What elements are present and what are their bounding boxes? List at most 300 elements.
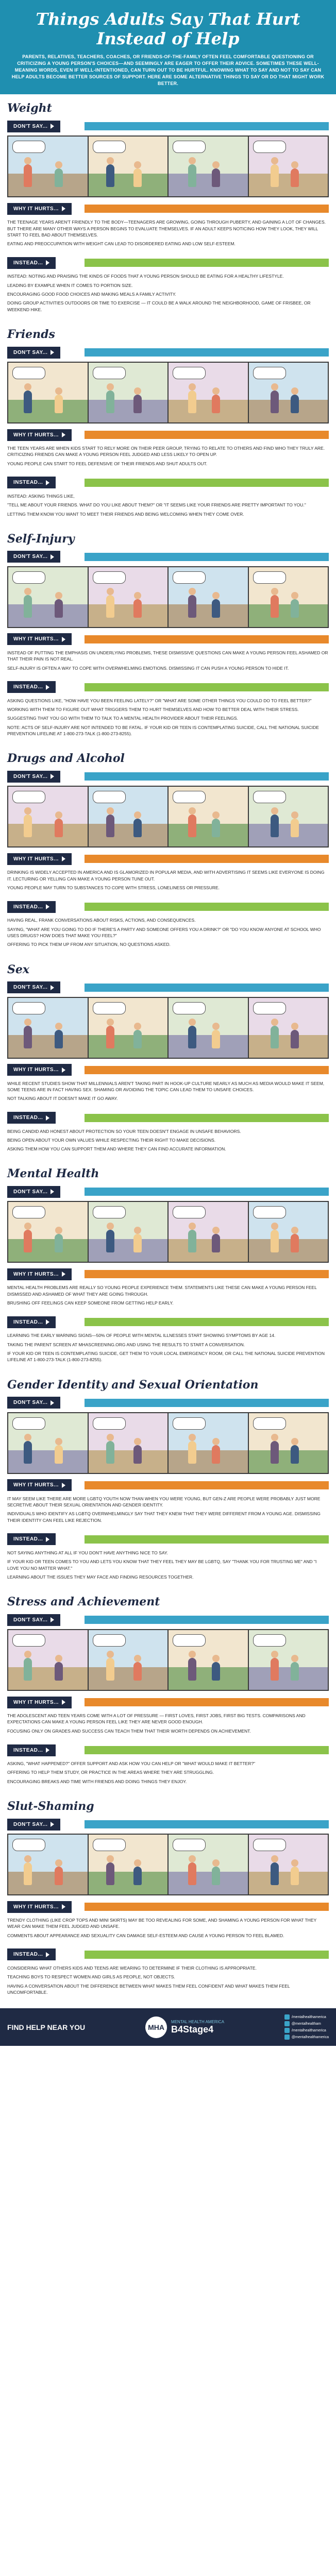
- instead-band-text: INSTEAD...: [13, 1115, 43, 1121]
- instead-band-text: INSTEAD...: [13, 260, 43, 266]
- why-band-bar: [85, 1481, 329, 1489]
- figure-teen: [212, 1867, 220, 1885]
- comic-strip: [7, 1629, 329, 1691]
- arrow-icon: [46, 480, 49, 485]
- figure-teen: [212, 395, 220, 413]
- arrow-icon: [51, 124, 54, 129]
- panel-floor: [89, 1035, 168, 1058]
- speech-bubble: [253, 367, 286, 379]
- speech-bubble: [93, 1634, 126, 1647]
- instead-paragraph: HAVING A CONVERSATION ABOUT THE DIFFERENCE BETWEEN WHAT MAKES THEM FEEL CONFIDENT AND WHAT MAKES THEM FEEL UNCOMFORTABLE.: [7, 1983, 290, 1995]
- figure-adult: [271, 1026, 279, 1048]
- why-band-label: [7, 633, 72, 645]
- arrow-icon: [46, 260, 49, 265]
- panel-floor: [249, 1239, 328, 1262]
- dont-say-band-text: DON'T SAY...: [13, 773, 48, 779]
- why-band-bar: [85, 1066, 329, 1074]
- section-title: Weight: [7, 101, 52, 115]
- social-links: [284, 2014, 329, 2040]
- instead-paragraph: INSTEAD: ASKING THINGS LIKE,: [7, 493, 75, 499]
- figure-teen: [55, 819, 63, 837]
- panel-floor: [8, 1667, 88, 1690]
- speech-bubble: [93, 1417, 126, 1430]
- panel-floor: [169, 1035, 248, 1058]
- why-band-bar: [85, 1698, 329, 1706]
- dont-say-band-bar: [85, 1188, 329, 1196]
- comic-panel: [89, 998, 169, 1058]
- arrow-icon: [62, 1067, 65, 1073]
- instead-band-label: [7, 1533, 56, 1545]
- speech-bubble: [253, 1839, 286, 1851]
- figure-adult: [271, 1658, 279, 1681]
- dont-say-band-label: [7, 347, 60, 359]
- figure-adult: [24, 1230, 32, 1252]
- why-paragraph: THE TEENAGE YEARS AREN'T FRIENDLY TO THE BODY—TEENAGERS ARE GROWING, GOING THROUGH PUBERTY, AND GAINING A LOT OF CHANGES. BUT THERE ARE MANY OTHER WAYS A PERSON BEGINS TO EVALUATE THEMSELVES. IF AN ADULT KEEPS NOTICING HOW THEY LOOK, THEY WILL START TO FEEL BAD ABOUT THEMSELVES.: [7, 219, 326, 238]
- figure-teen: [291, 1445, 299, 1464]
- instead-band: [7, 680, 329, 694]
- why-band: [7, 1900, 329, 1914]
- speech-bubble: [253, 791, 286, 803]
- panel-floor: [169, 400, 248, 422]
- figure-adult: [188, 1026, 196, 1048]
- why-text: [7, 444, 329, 471]
- dont-say-band-text: DON'T SAY...: [13, 1189, 48, 1195]
- why-band-label: [7, 853, 72, 865]
- arrow-icon: [62, 856, 65, 861]
- figure-teen: [291, 1867, 299, 1885]
- comic-panel: [249, 363, 328, 422]
- instead-band-label: [7, 1112, 56, 1124]
- comic-panel: [8, 1413, 89, 1473]
- figure-adult: [188, 1658, 196, 1681]
- instagram-icon: [284, 2035, 290, 2040]
- instead-paragraph: BEING OPEN ABOUT YOUR OWN VALUES WHILE RESPECTING THEIR RIGHT TO MAKE DECISIONS.: [7, 1137, 216, 1143]
- why-band-bar: [85, 1903, 329, 1911]
- speech-bubble: [12, 367, 45, 379]
- figure-adult: [271, 1230, 279, 1252]
- section: [0, 1588, 336, 1792]
- why-paragraph: DRINKING IS WIDELY ACCEPTED IN AMERICA AND IS GLAMORIZED IN POPULAR MEDIA, AND WITH ADVERTISING IT SEEMS LIKE EVERYONE IS DOING IT. LECTURING OR YELLING CAN MAKE A YOUNG PERSON TUNE OUT.: [7, 870, 325, 882]
- figure-adult: [271, 1862, 279, 1885]
- figure-adult: [106, 595, 114, 618]
- dont-say-band: [7, 1817, 329, 1832]
- why-band-bar: [85, 205, 329, 213]
- why-paragraph: COMMENTS ABOUT APPEARANCE AND SEXUALITY CAN DAMAGE SELF-ESTEEM AND CAUSE A YOUNG PERSON TO FEEL BLAMED.: [7, 1933, 284, 1938]
- instead-band: [7, 476, 329, 490]
- org-name: MENTAL HEALTH AMERICA: [171, 2019, 225, 2024]
- comic-panel: [89, 787, 169, 846]
- mha-logo-text: MHA: [148, 2023, 164, 2031]
- figure-adult: [106, 1658, 114, 1681]
- footer: [0, 2008, 336, 2046]
- dont-say-band-bar: [85, 984, 329, 992]
- figure-adult: [188, 1230, 196, 1252]
- panel-floor: [89, 1667, 168, 1690]
- arrow-icon: [46, 685, 49, 690]
- dont-say-band-label: [7, 121, 60, 132]
- section-title: Gender Identity and Sexual Orientation: [7, 1378, 259, 1392]
- section: [0, 956, 336, 1160]
- comic-panel: [249, 1413, 328, 1473]
- organization: [145, 2016, 224, 2038]
- panel-floor: [249, 824, 328, 846]
- arrow-icon: [51, 350, 54, 355]
- social-handle: /mentalhealthamerica: [291, 2015, 326, 2019]
- figure-teen: [55, 1867, 63, 1885]
- instead-paragraph: LEADING BY EXAMPLE WHEN IT COMES TO PORTION SIZE.: [7, 282, 133, 288]
- instead-band: [7, 900, 329, 914]
- instead-paragraph: OFFERING TO HELP THEM STUDY, OR PRACTICE IN THE AREAS WHERE THEY ARE STRUGGLING.: [7, 1770, 214, 1775]
- speech-bubble: [253, 1002, 286, 1014]
- figure-teen: [55, 1662, 63, 1681]
- dont-say-band: [7, 1396, 329, 1410]
- speech-bubble: [253, 1417, 286, 1430]
- why-band: [7, 632, 329, 647]
- arrow-icon: [62, 1483, 65, 1488]
- speech-bubble: [93, 1839, 126, 1851]
- figure-adult: [24, 815, 32, 837]
- instead-band-text: INSTEAD...: [13, 480, 43, 486]
- speech-bubble: [93, 367, 126, 379]
- social-instagram[interactable]: [284, 2035, 329, 2040]
- dont-say-band-text: DON'T SAY...: [13, 349, 48, 355]
- figure-adult: [106, 164, 114, 187]
- figure-teen: [291, 819, 299, 837]
- panel-floor: [89, 1239, 168, 1262]
- figure-teen: [212, 1030, 220, 1048]
- arrow-icon: [46, 904, 49, 909]
- figure-teen: [55, 1030, 63, 1048]
- section: [0, 320, 336, 525]
- instead-band-text: INSTEAD...: [13, 1319, 43, 1325]
- figure-teen: [291, 1662, 299, 1681]
- speech-bubble: [253, 1634, 286, 1647]
- instead-paragraph: ASKING QUESTIONS LIKE, "HOW HAVE YOU BEEN FEELING LATELY?" OR "WHAT ARE SOME OTHER THINGS YOU COULD DO TO FEEL BETTER?": [7, 698, 312, 703]
- why-paragraph: EATING AND PREOCCUPATION WITH WEIGHT CAN LEAD TO DISORDERED EATING AND LOW SELF-ESTEEM.: [7, 241, 236, 247]
- figure-teen: [291, 599, 299, 618]
- panel-floor: [169, 1450, 248, 1473]
- speech-bubble: [12, 1634, 45, 1647]
- figure-teen: [133, 819, 142, 837]
- dont-say-band-text: DON'T SAY...: [13, 985, 48, 991]
- instead-text: [7, 1759, 329, 1789]
- figure-teen: [212, 819, 220, 837]
- comic-panel: [169, 567, 249, 627]
- dont-say-band-label: [7, 1614, 60, 1626]
- speech-bubble: [93, 141, 126, 153]
- dont-say-band-bar: [85, 122, 329, 130]
- why-band-label: [7, 429, 72, 441]
- arrow-icon: [51, 1400, 54, 1405]
- panel-floor: [169, 1872, 248, 1894]
- instead-band-bar: [85, 903, 329, 911]
- comic-panel: [249, 1835, 328, 1894]
- panel-floor: [89, 1872, 168, 1894]
- dont-say-band-bar: [85, 1820, 329, 1828]
- social-handle: /mentalhealthamerica: [291, 2028, 326, 2032]
- instead-paragraph: SUGGESTING THAT YOU GO WITH THEM TO TALK TO A MENTAL HEALTH PROVIDER ABOUT THEIR FEELINGS.: [7, 716, 238, 721]
- arrow-icon: [62, 637, 65, 642]
- why-paragraph: INDIVIDUALS WHO IDENTIFY AS LGBTQ OVERWHELMINGLY SAY THAT THEY KNEW THAT THEY WERE DIFFERENT FROM A YOUNG AGE. DISMISSING THEIR IDENTITY CAN FEEL LIKE REJECTION.: [7, 1511, 321, 1523]
- section: [0, 1160, 336, 1370]
- instead-band: [7, 1532, 329, 1547]
- panel-floor: [89, 824, 168, 846]
- arrow-icon: [46, 1537, 49, 1542]
- figure-teen: [133, 1662, 142, 1681]
- comic-panel: [169, 137, 249, 196]
- why-band-bar: [85, 1270, 329, 1278]
- panel-floor: [169, 1667, 248, 1690]
- social-twitter[interactable]: [284, 2021, 329, 2026]
- panel-floor: [8, 174, 88, 196]
- why-paragraph: IT MAY SEEM LIKE THERE ARE MORE LGBTQ YOUTH NOW THAN WHEN YOU WERE YOUNG, BUT GEN-Z ARE PEOPLE WERE PROBABLY JUST MORE SECRETIVE ABOUT THEIR SEXUAL ORIENTATION AND GENDER IDENTITY.: [7, 1496, 321, 1507]
- figure-adult: [106, 391, 114, 413]
- why-band-bar: [85, 855, 329, 863]
- panel-floor: [249, 604, 328, 627]
- instead-text: [7, 1331, 329, 1367]
- speech-bubble: [12, 1417, 45, 1430]
- instead-paragraph: ENCOURAGING BREAKS AND TIME WITH FRIENDS AND DOING THINGS THEY ENJOY.: [7, 1778, 187, 1784]
- speech-bubble: [93, 1206, 126, 1218]
- figure-adult: [24, 1862, 32, 1885]
- arrow-icon: [62, 1700, 65, 1705]
- why-band-text: WHY IT HURTS...: [13, 1482, 59, 1488]
- why-text: [7, 1283, 329, 1311]
- why-paragraph: YOUNG PEOPLE MAY TURN TO SUBSTANCES TO COPE WITH STRESS, LONELINESS OR PRESSURE.: [7, 885, 220, 891]
- instead-paragraph: IF YOUR KID OR TEEN IS CONTEMPLATING SUICIDE, GET THEM TO YOUR LOCAL EMERGENCY ROOM, OR CALL THE NATIONAL SUICIDE PREVENTION LIFELINE AT 1-800-273-TALK (1-800-273-8255).: [7, 1351, 325, 1363]
- speech-bubble: [173, 1002, 206, 1014]
- figure-teen: [291, 1234, 299, 1252]
- instead-text: [7, 697, 329, 742]
- instead-band-label: [7, 477, 56, 488]
- mha-logo: [145, 2016, 167, 2038]
- instead-band-bar: [85, 1746, 329, 1754]
- why-band-label: [7, 1064, 72, 1076]
- social-youtube[interactable]: [284, 2028, 329, 2033]
- dont-say-band: [7, 1613, 329, 1627]
- panel-floor: [249, 1035, 328, 1058]
- panel-floor: [249, 400, 328, 422]
- instead-paragraph: BEING CANDID AND HONEST ABOUT PROTECTION SO YOUR TEEN DOESN'T ENGAGE IN UNSAFE BEHAVIORS.: [7, 1128, 241, 1134]
- arrow-icon: [51, 774, 54, 779]
- why-paragraph: WHILE RECENT STUDIES SHOW THAT MILLENNIALS AREN'T TAKING PART IN HOOK-UP CULTURE NEARLY AS MUCH AS MEDIA WOULD MAKE IT SEEM, SOME TEENS ARE IN FACT HAVING SEX. SHAMING OR AVOIDING THE TOPIC CAN LEAD THEM TO UNSAFE CHOICES.: [7, 1080, 325, 1092]
- section-title: Drugs and Alcohol: [7, 752, 125, 766]
- arrow-icon: [46, 1952, 49, 1957]
- speech-bubble: [253, 571, 286, 584]
- comic-panel: [8, 1835, 89, 1894]
- speech-bubble: [12, 141, 45, 153]
- speech-bubble: [93, 791, 126, 803]
- figure-adult: [24, 595, 32, 618]
- section: [0, 744, 336, 955]
- find-help-link[interactable]: FIND HELP NEAR YOU: [7, 2023, 86, 2031]
- comic-panel: [249, 787, 328, 846]
- figure-adult: [24, 1658, 32, 1681]
- sections: [0, 94, 336, 2003]
- speech-bubble: [12, 791, 45, 803]
- speech-bubble: [12, 571, 45, 584]
- facebook-icon: [284, 2014, 290, 2020]
- figure-teen: [291, 1030, 299, 1048]
- comic-strip: [7, 362, 329, 423]
- comic-strip: [7, 1412, 329, 1474]
- instead-band-text: INSTEAD...: [13, 1952, 43, 1958]
- section: [0, 1792, 336, 2003]
- why-text: [7, 218, 329, 251]
- twitter-icon: [284, 2021, 290, 2026]
- figure-teen: [212, 1662, 220, 1681]
- instead-band-bar: [85, 1535, 329, 1544]
- panel-floor: [8, 1450, 88, 1473]
- arrow-icon: [51, 985, 54, 990]
- figure-adult: [188, 1862, 196, 1885]
- figure-teen: [291, 395, 299, 413]
- dont-say-band: [7, 769, 329, 784]
- speech-bubble: [173, 1839, 206, 1851]
- dont-say-band-text: DON'T SAY...: [13, 1400, 48, 1406]
- instead-band: [7, 1111, 329, 1125]
- figure-adult: [106, 1026, 114, 1048]
- panel-floor: [249, 174, 328, 196]
- instead-paragraph: LEARNING ABOUT THE ISSUES THEY MAY FACE AND FINDING RESOURCES TOGETHER.: [7, 1574, 194, 1580]
- instead-band-bar: [85, 1951, 329, 1959]
- instead-paragraph: SAYING, "WHAT ARE YOU GOING TO DO IF THERE'S A PARTY AND SOMEONE OFFERS YOU A DRINK?" OR "DO YOU KNOW ANYONE AT SCHOOL WHO USES DRUGS? HOW DOES THAT MAKE YOU FEEL?": [7, 926, 321, 938]
- panel-floor: [89, 1450, 168, 1473]
- figure-teen: [133, 395, 142, 413]
- why-paragraph: MENTAL HEALTH PROBLEMS ARE REALLY SO YOUNG PEOPLE EXPERIENCE THEM. STATEMENTS LIKE THESE CAN MAKE A YOUNG PERSON FEEL DISMISSED AND ASHAMED OF WHAT THEY ARE GOING THROUGH.: [7, 1285, 317, 1297]
- instead-band: [7, 256, 329, 270]
- instead-band-label: [7, 901, 56, 913]
- panel-floor: [249, 1450, 328, 1473]
- comic-panel: [8, 1630, 89, 1690]
- instead-paragraph: ASKING, "WHAT HAPPENED?" OFFER SUPPORT AND ASK HOW YOU CAN HELP OR "WHAT WOULD MAKE IT BETTER?": [7, 1761, 256, 1767]
- section-title: Friends: [7, 328, 55, 342]
- why-text: [7, 1495, 329, 1528]
- dont-say-band-bar: [85, 348, 329, 357]
- page-title: Things Adults Say That Hurt Instead of Help: [36, 9, 300, 48]
- panel-floor: [169, 174, 248, 196]
- figure-adult: [106, 1862, 114, 1885]
- dont-say-band-label: [7, 551, 60, 563]
- why-paragraph: NOT TALKING ABOUT IT DOESN'T MAKE IT GO AWAY.: [7, 1096, 118, 1101]
- section-title: Slut-Shaming: [7, 1800, 94, 1814]
- social-handle: @mentalhealtham: [291, 2022, 321, 2026]
- instead-band-label: [7, 681, 56, 693]
- arrow-icon: [51, 554, 54, 560]
- panel-floor: [169, 1239, 248, 1262]
- why-band-label: [7, 1901, 72, 1913]
- dont-say-band-text: DON'T SAY...: [13, 1617, 48, 1623]
- comic-panel: [169, 1630, 249, 1690]
- section-title: Sex: [7, 962, 30, 976]
- why-band-text: WHY IT HURTS...: [13, 856, 59, 862]
- intro-text: PARENTS, RELATIVES, TEACHERS, COACHES, OR FRIENDS-OF-THE-FAMILY OFTEN FEEL COMFORTABLE QUESTIONING OR CRITICIZING A YOUNG PERSON'S CHOICES—AND SEEMINGLY ARE EAGER TO OFFER THEIR ADVICE. SOMETIMES THESE WELL-MEANING WORDS, EVEN IF WELL-INTENTIONED, CAN TURN OUT TO BE HURTFUL. KNOWING WHAT TO SAY AND NOT TO SAY CAN HELP ADULTS BECOME BETTER SOURCES OF SUPPORT. HERE ARE SOME ALTERNATIVE THINGS TO SAY OR DO THAT MIGHT WORK BETTER.: [11, 54, 325, 87]
- figure-teen: [212, 1445, 220, 1464]
- arrow-icon: [46, 1748, 49, 1753]
- instead-band: [7, 1315, 329, 1329]
- speech-bubble: [173, 1634, 206, 1647]
- dont-say-band-text: DON'T SAY...: [13, 123, 48, 129]
- why-band-text: WHY IT HURTS...: [13, 1699, 59, 1705]
- figure-adult: [271, 391, 279, 413]
- comic-panel: [169, 1835, 249, 1894]
- instead-band-label: [7, 1744, 56, 1756]
- why-paragraph: FOCUSING ONLY ON GRADES AND SUCCESS CAN TEACH THEM THAT THEIR WORTH DEPENDS ON ACHIEVEMENT.: [7, 1728, 251, 1734]
- figure-teen: [133, 1867, 142, 1885]
- comic-strip: [7, 566, 329, 628]
- figure-teen: [133, 168, 142, 187]
- instead-paragraph: WORKING WITH THEM TO FIGURE OUT WHAT TRIGGERS THEM TO HURT THEMSELVES AND HOW TO BETTER DEAL WITH THEIR STRESS.: [7, 707, 299, 713]
- section-title: Self-Injury: [7, 532, 75, 546]
- instead-paragraph: NOTE: ACTS OF SELF-INJURY ARE NOT INTENDED TO BE FATAL. IF YOUR KID OR TEEN IS CONTEMPLATING SUICIDE, CALL THE NATIONAL SUICIDE PREVENTION LIFELINE AT 1-800-273-TALK (1-800-273-8255).: [7, 724, 319, 737]
- instead-paragraph: LEARNING THE EARLY WARNING SIGNS—50% OF PEOPLE WITH MENTAL ILLNESSES START SHOWING SYMPTOMS BY AGE 14.: [7, 1333, 276, 1338]
- section-title: Mental Health: [7, 1167, 99, 1181]
- instead-paragraph: INSTEAD: NOTING AND PRAISING THE KINDS OF FOODS THAT A YOUNG PERSON SHOULD BE EATING FOR A HEALTHY LIFESTYLE.: [7, 274, 284, 279]
- why-text: [7, 1079, 329, 1107]
- why-band-text: WHY IT HURTS...: [13, 1271, 59, 1277]
- section: [0, 1371, 336, 1588]
- panel-floor: [8, 1239, 88, 1262]
- speech-bubble: [12, 1206, 45, 1218]
- arrow-icon: [62, 206, 65, 211]
- speech-bubble: [12, 1839, 45, 1851]
- comic-panel: [249, 1202, 328, 1262]
- why-band-bar: [85, 431, 329, 439]
- figure-adult: [188, 164, 196, 187]
- instead-paragraph: ENCOURAGING GOOD FOOD CHOICES AND MAKING MEALS A FAMILY ACTIVITY.: [7, 292, 176, 297]
- comic-panel: [169, 1413, 249, 1473]
- social-facebook[interactable]: [284, 2014, 329, 2020]
- why-paragraph: INSTEAD OF PUTTING THE EMPHASIS ON UNDERLYING PROBLEMS, THESE DISMISSIVE QUESTIONS CAN MAKE A YOUNG PERSON FEEL ASHAMED OR THAT THEIR PAIN IS NOT REAL.: [7, 650, 328, 662]
- comic-panel: [169, 998, 249, 1058]
- speech-bubble: [253, 1206, 286, 1218]
- instead-paragraph: DOING GROUP ACTIVITIES OUTDOORS OR TIME TO EXERCISE — IT COULD BE A WALK AROUND THE NEIGHBORHOOD, GAME OF FRISBEE, OR WEEKEND HIKE.: [7, 300, 311, 312]
- comic-panel: [89, 1630, 169, 1690]
- why-band-bar: [85, 635, 329, 643]
- section-title: Stress and Achievement: [7, 1595, 160, 1609]
- instead-band-label: [7, 257, 56, 269]
- panel-floor: [8, 400, 88, 422]
- youtube-icon: [284, 2028, 290, 2033]
- comic-panel: [169, 787, 249, 846]
- arrow-icon: [62, 1904, 65, 1909]
- dont-say-band-bar: [85, 553, 329, 561]
- dont-say-band: [7, 980, 329, 995]
- figure-teen: [133, 1030, 142, 1048]
- dont-say-band-bar: [85, 1616, 329, 1624]
- comic-strip: [7, 1834, 329, 1895]
- speech-bubble: [12, 1002, 45, 1014]
- why-band-text: WHY IT HURTS...: [13, 1904, 59, 1910]
- figure-teen: [55, 395, 63, 413]
- instead-paragraph: "TELL ME ABOUT YOUR FRIENDS. WHAT DO YOU LIKE ABOUT THEM?" OR "IT SEEMS LIKE YOUR FRIENDS ARE PRETTY IMPORTANT TO YOU.": [7, 502, 306, 508]
- figure-adult: [271, 164, 279, 187]
- dont-say-band: [7, 550, 329, 564]
- panel-floor: [169, 604, 248, 627]
- comic-panel: [249, 1630, 328, 1690]
- comic-panel: [8, 567, 89, 627]
- arrow-icon: [62, 1272, 65, 1277]
- speech-bubble: [253, 141, 286, 153]
- dont-say-band-text: DON'T SAY...: [13, 1821, 48, 1827]
- why-band: [7, 428, 329, 442]
- why-band-label: [7, 1268, 72, 1280]
- why-paragraph: TRENDY CLOTHING (LIKE CROP TOPS AND MINI SKIRTS) MAY BE TOO REVEALING FOR SOME, AND SHAMING A YOUNG PERSON FOR WHAT THEY WEAR CAN MAKE THEM FEEL JUDGED AND UNSAFE.: [7, 1918, 317, 1929]
- speech-bubble: [173, 571, 206, 584]
- figure-teen: [133, 1234, 142, 1252]
- figure-adult: [188, 815, 196, 837]
- panel-floor: [249, 1667, 328, 1690]
